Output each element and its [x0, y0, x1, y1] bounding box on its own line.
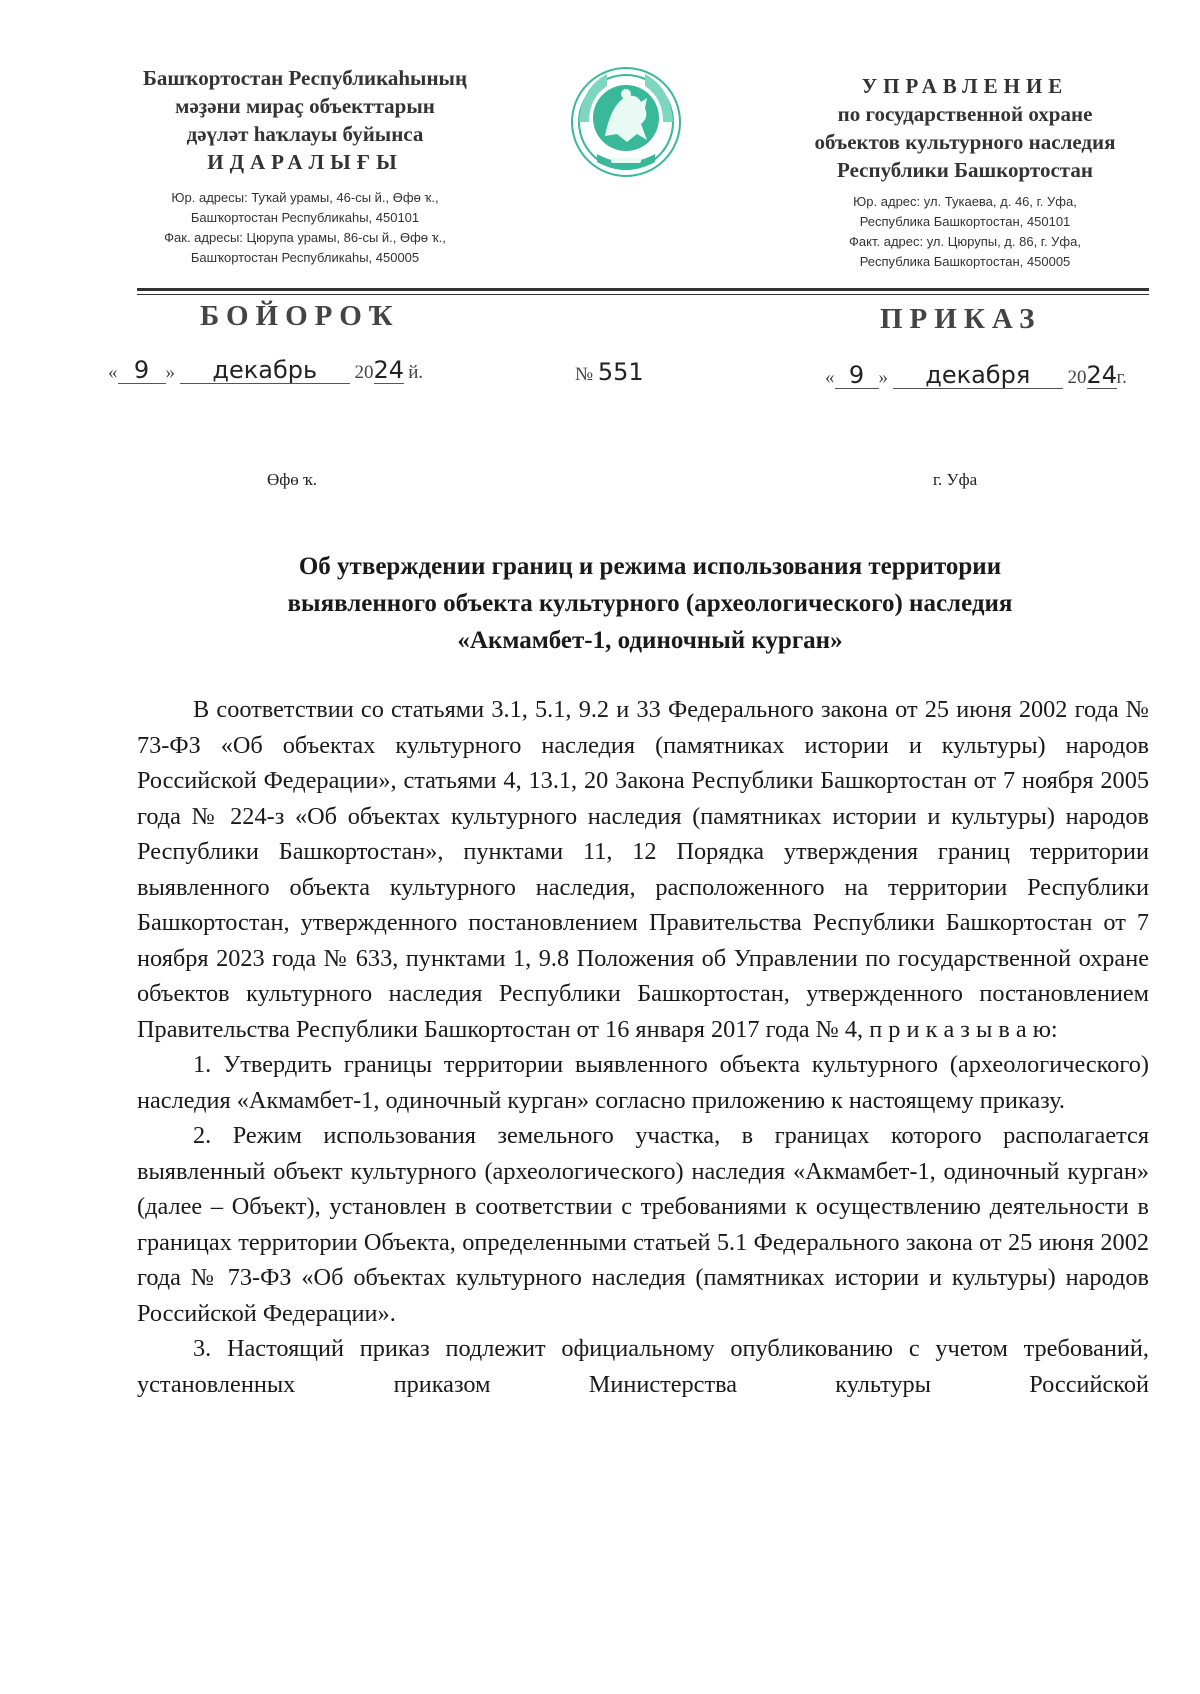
header-divider-thin [137, 294, 1149, 295]
bashkortostan-coat-of-arms-icon [567, 58, 685, 184]
date-bashkir-close-quote: » [165, 362, 175, 383]
date-bashkir-year-suffix: 24 [373, 356, 405, 384]
org-name-russian [785, 72, 1145, 184]
body-paragraph-item-3: 3. Настоящий приказ подлежит официальному опубликованию с учетом требований, установленных приказом Министерства культуры Российской [137, 1335, 1149, 1398]
date-bashkir [108, 357, 423, 384]
document-title [150, 548, 1150, 659]
body-paragraph-preamble: В соответствии со статьями 3.1, 5.1, 9.2 и 33 Федерального закона от 25 июня 2002 года № 73-ФЗ «Об объектах культурного наследия (памятниках истории и культуры) народов Российской Федерации», статьями 4, 13.1, 20 Закона Республики Башкортостан от 7 ноября 2005 года № 224-з «Об объектах культурного наследия (памятниках истории и культуры) народов Республики Башкортостан», пунктами 11, 12 Порядка утверждения границ территории выявленного объекта культурного наследия, расположенного на территории Республики Башкортостан, утвержденного постановлением Правительства Республики Башкортостан от 7 ноября 2023 года № 633, пунктами 1, 9.8 Положения об Управлении по государственной охране объектов культурного наследия Республики Башкортостан, утвержденного постановлением Правительства Республики Башкортостан от 16 января 2017 года № 4, п р и к а з ы в а ю: [137, 696, 1149, 1043]
city-bashkir: Өфө ҡ. [267, 470, 318, 489]
address-bashkir [115, 188, 495, 268]
address-bashkir-line2: Башҡортостан Республикаһы, 450101 [190, 210, 420, 225]
address-russian-line1: Юр. адрес: ул. Тукаева, д. 46, г. Уфа, [853, 194, 1077, 209]
org-name-bashkir-line4: ИДАРАЛЫҒЫ [207, 150, 403, 174]
city-russian: г. Уфа [933, 470, 978, 489]
date-russian-year-suffix: 24 [1086, 361, 1118, 389]
body-paragraph-item-1: 1. Утвердить границы территории выявленного объекта культурного (археологического) наследия «Акмамбет-1, одиночный курган» согласно приложению к настоящему приказу. [137, 1051, 1149, 1114]
document-body [137, 692, 1149, 1402]
date-bashkir-open-quote: « [108, 362, 118, 383]
address-russian-line2: Республика Башкортостан, 450101 [859, 214, 1071, 229]
org-name-bashkir-line2: мәҙәни мираҫ объекттарын [175, 94, 435, 118]
doc-type-russian: ПРИКАЗ [880, 303, 1042, 335]
date-russian-month: декабря [893, 362, 1063, 389]
address-bashkir-line3: Фак. адресы: Цюрупа урамы, 86-сы й., Өфө ҡ., [164, 230, 446, 245]
date-russian-year-mark: г. [1116, 367, 1127, 388]
date-russian-year-prefix: 20 [1067, 367, 1087, 388]
org-name-russian-line2: по государственной охране [837, 102, 1093, 126]
doc-type-bashkir: БОЙОРОҠ [200, 300, 400, 332]
org-name-bashkir [115, 64, 495, 176]
date-russian-close-quote: » [878, 367, 888, 388]
org-name-russian-line4: Республики Башкортостан [837, 158, 1093, 182]
address-russian-line3: Факт. адрес: ул. Цюрупы, д. 86, г. Уфа, [849, 234, 1081, 249]
date-russian [825, 362, 1127, 389]
address-bashkir-line4: Башҡортостан Республикаһы, 450005 [190, 250, 420, 265]
date-bashkir-year-prefix: 20 [354, 362, 374, 383]
document-title-line2: выявленного объекта культурного (археологического) наследия [287, 590, 1013, 617]
date-russian-open-quote: « [825, 367, 835, 388]
org-name-bashkir-line3: дәүләт һаҡлауы буйынса [186, 122, 424, 146]
order-number-sign: № [575, 364, 594, 385]
header-divider-thick [137, 288, 1149, 291]
date-bashkir-month: декабрь [180, 357, 350, 384]
org-name-bashkir-line1: Башҡортостан Республикаһының [142, 66, 468, 90]
org-name-russian-line3: объектов культурного наследия [814, 130, 1116, 154]
org-name-russian-line1: УПРАВЛЕНИЕ [861, 74, 1069, 98]
date-bashkir-day: 9 [118, 357, 166, 384]
date-bashkir-year-mark: й. [408, 362, 424, 383]
body-paragraph-item-2: 2. Режим использования земельного участка, в границах которого располагается выявленный объект культурного (археологического) наследия «Акмамбет-1, одиночный курган» (далее – Объект), установлен в соответствии с требованиями к осуществлению деятельности в границах территории Объекта, определенными статьей 5.1 Федерального закона от 25 июня 2002 года № 73-ФЗ «Об объектах культурного наследия (памятниках истории и культуры) народов Российской Федерации». [137, 1122, 1149, 1327]
date-russian-day: 9 [835, 362, 879, 389]
document-title-line1: Об утверждении границ и режима использования территории [298, 553, 1002, 580]
order-number [575, 358, 644, 386]
address-bashkir-line1: Юр. адресы: Туҡай урамы, 46-сы й., Өфө ҡ., [171, 190, 439, 205]
order-number-value: 551 [597, 358, 644, 386]
document-title-line3: «Акмамбет-1, одиночный курган» [457, 627, 843, 654]
address-russian-line4: Республика Башкортостан, 450005 [859, 254, 1071, 269]
address-russian [785, 192, 1145, 272]
